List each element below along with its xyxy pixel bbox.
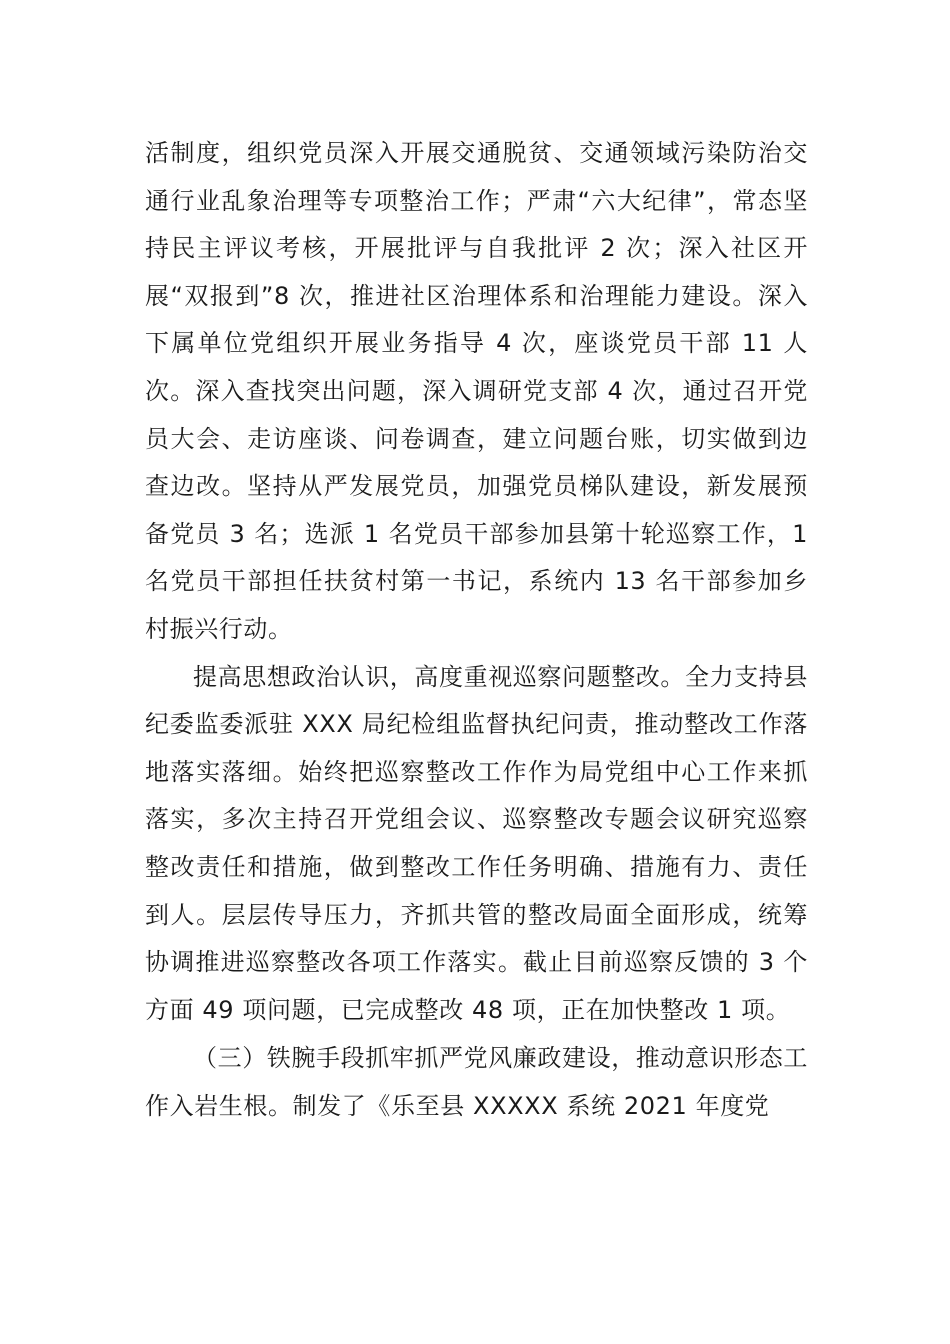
paragraph-continuation: 活制度，组织党员深入开展交通脱贫、交通领域污染防治交通行业乱象治理等专项整治工作；严肃“六大纪律”，常态坚持民主评议考核，开展批评与自我批评 2 次；深入社区开展“双报到”8 次，推进社区治理体系和治理能力建设。深入下属单位党组织开展业务指导 4 次，座谈党员干部 11 人次。深入查找突出问题，深入调研党支部 4 次，通过召开党员大会、走访座谈、问卷调查，建立问题台账，切实做到边查边改。坚持从严发展党员，加强党员梯队建设，新发展预备党员 3 名；选派 1 名党员干部参加县第十轮巡察工作，1 名党员干部担任扶贫村第一书记，系统内 13 名干部参加乡村振兴行动。 [145,139,808,643]
paragraph-inspection-rectification: 提高思想政治认识，高度重视巡察问题整改。全力支持县纪委监委派驻 XXX 局纪检组监督执纪问责，推动整改工作落地落实落细。始终把巡察整改工作作为局党组中心工作来抓落实，多次主持召开党组会议、巡察整改专题会议研究巡察整改责任和措施，做到整改工作任务明确、措施有力、责任到人。层层传导压力，齐抓共管的整改局面全面形成，统筹协调推进巡察整改各项工作落实。截止目前巡察反馈的 3 个方面 49 项问题，已完成整改 48 项，正在加快整改 1 项。 [145,662,808,1024]
paragraph-section-three: （三）铁腕手段抓牢抓严党风廉政建设，推动意识形态工作入岩生根。制发了《乐至县 XXXXX 系统 2021 年度党 [145,1044,808,1120]
document-body [145,130,808,1130]
